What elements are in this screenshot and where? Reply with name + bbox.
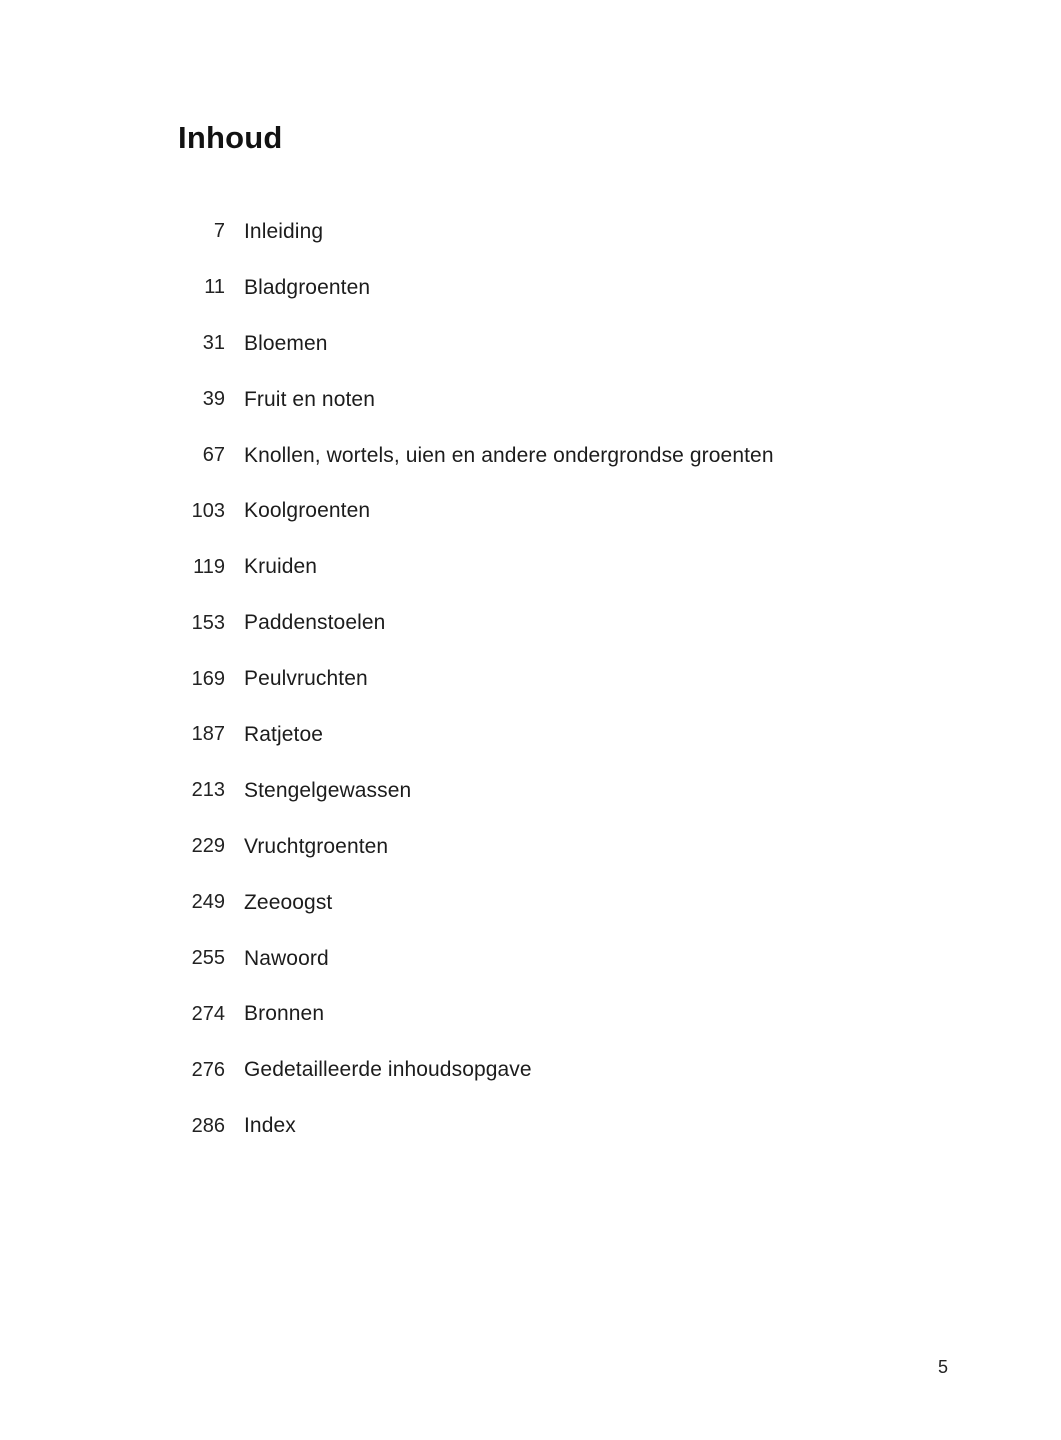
toc-entry-page-number: 276	[191, 1058, 225, 1081]
toc-entry-page-number: 187	[191, 723, 225, 746]
toc-entry-title: Fruit en noten	[244, 387, 375, 411]
toc-entry	[0, 875, 1061, 931]
toc-entry-title: Bladgroenten	[244, 275, 371, 299]
toc-entry-title: Peulvruchten	[244, 667, 368, 691]
toc-entry-page-number: 249	[191, 891, 225, 914]
toc-entry-title: Zeeoogst	[244, 890, 333, 914]
page-title: Inhoud	[178, 120, 283, 155]
toc-entry	[0, 483, 1061, 539]
toc-entry-page-number: 7	[213, 220, 225, 243]
toc-entry-page-number: 31	[202, 332, 225, 355]
toc-entry	[0, 707, 1061, 763]
toc-entry	[0, 372, 1061, 428]
toc-entry	[0, 651, 1061, 707]
toc-entry-page-number: 286	[191, 1114, 225, 1137]
toc-entry	[0, 595, 1061, 651]
toc-entry-title: Ratjetoe	[244, 722, 324, 746]
toc-entry	[0, 763, 1061, 819]
toc-entry-page-number: 169	[191, 667, 225, 690]
toc-entry	[0, 1098, 1061, 1154]
toc-entry	[0, 316, 1061, 372]
toc-entry-title: Bronnen	[244, 1002, 325, 1026]
toc-entry	[0, 819, 1061, 875]
toc-entry	[0, 428, 1061, 484]
toc-entry-page-number: 39	[202, 388, 225, 411]
toc-entry-page-number: 11	[204, 276, 225, 299]
folio-page-number: 5	[937, 1357, 948, 1377]
toc-entry-title: Inleiding	[244, 219, 324, 243]
toc-entry	[0, 986, 1061, 1042]
toc-entry-title: Bloemen	[244, 331, 328, 355]
toc-entry-page-number: 67	[202, 444, 225, 466]
toc-entry-page-number: 229	[191, 835, 225, 858]
toc-entry-title: Koolgroenten	[244, 499, 371, 523]
toc-entry-title: Stengelgewassen	[244, 778, 412, 802]
toc-entry-page-number: 274	[191, 1002, 225, 1025]
toc-entry-title: Index	[244, 1114, 296, 1138]
toc-entry-page-number: 255	[191, 947, 225, 970]
toc-entry	[0, 1042, 1061, 1098]
toc-entry	[0, 539, 1061, 595]
toc-entry-page-number: 213	[191, 779, 225, 802]
toc-entry-title: Nawoord	[244, 946, 329, 970]
toc-entry	[0, 260, 1061, 316]
toc-entry	[0, 204, 1061, 260]
toc-entry-title: Vruchtgroenten	[244, 834, 389, 858]
table-of-contents	[0, 204, 1061, 1154]
toc-entry-title: Knollen, wortels, uien en andere ondergrondse groenten	[244, 443, 774, 467]
toc-entry-title: Gedetailleerde inhoudsopgave	[244, 1058, 532, 1082]
toc-entry-page-number: 103	[191, 499, 225, 522]
toc-entry-page-number: 119	[193, 555, 225, 578]
toc-entry-title: Kruiden	[244, 555, 318, 579]
toc-entry-title: Paddenstoelen	[244, 611, 386, 635]
toc-entry-page-number: 153	[191, 611, 225, 634]
toc-entry	[0, 931, 1061, 987]
